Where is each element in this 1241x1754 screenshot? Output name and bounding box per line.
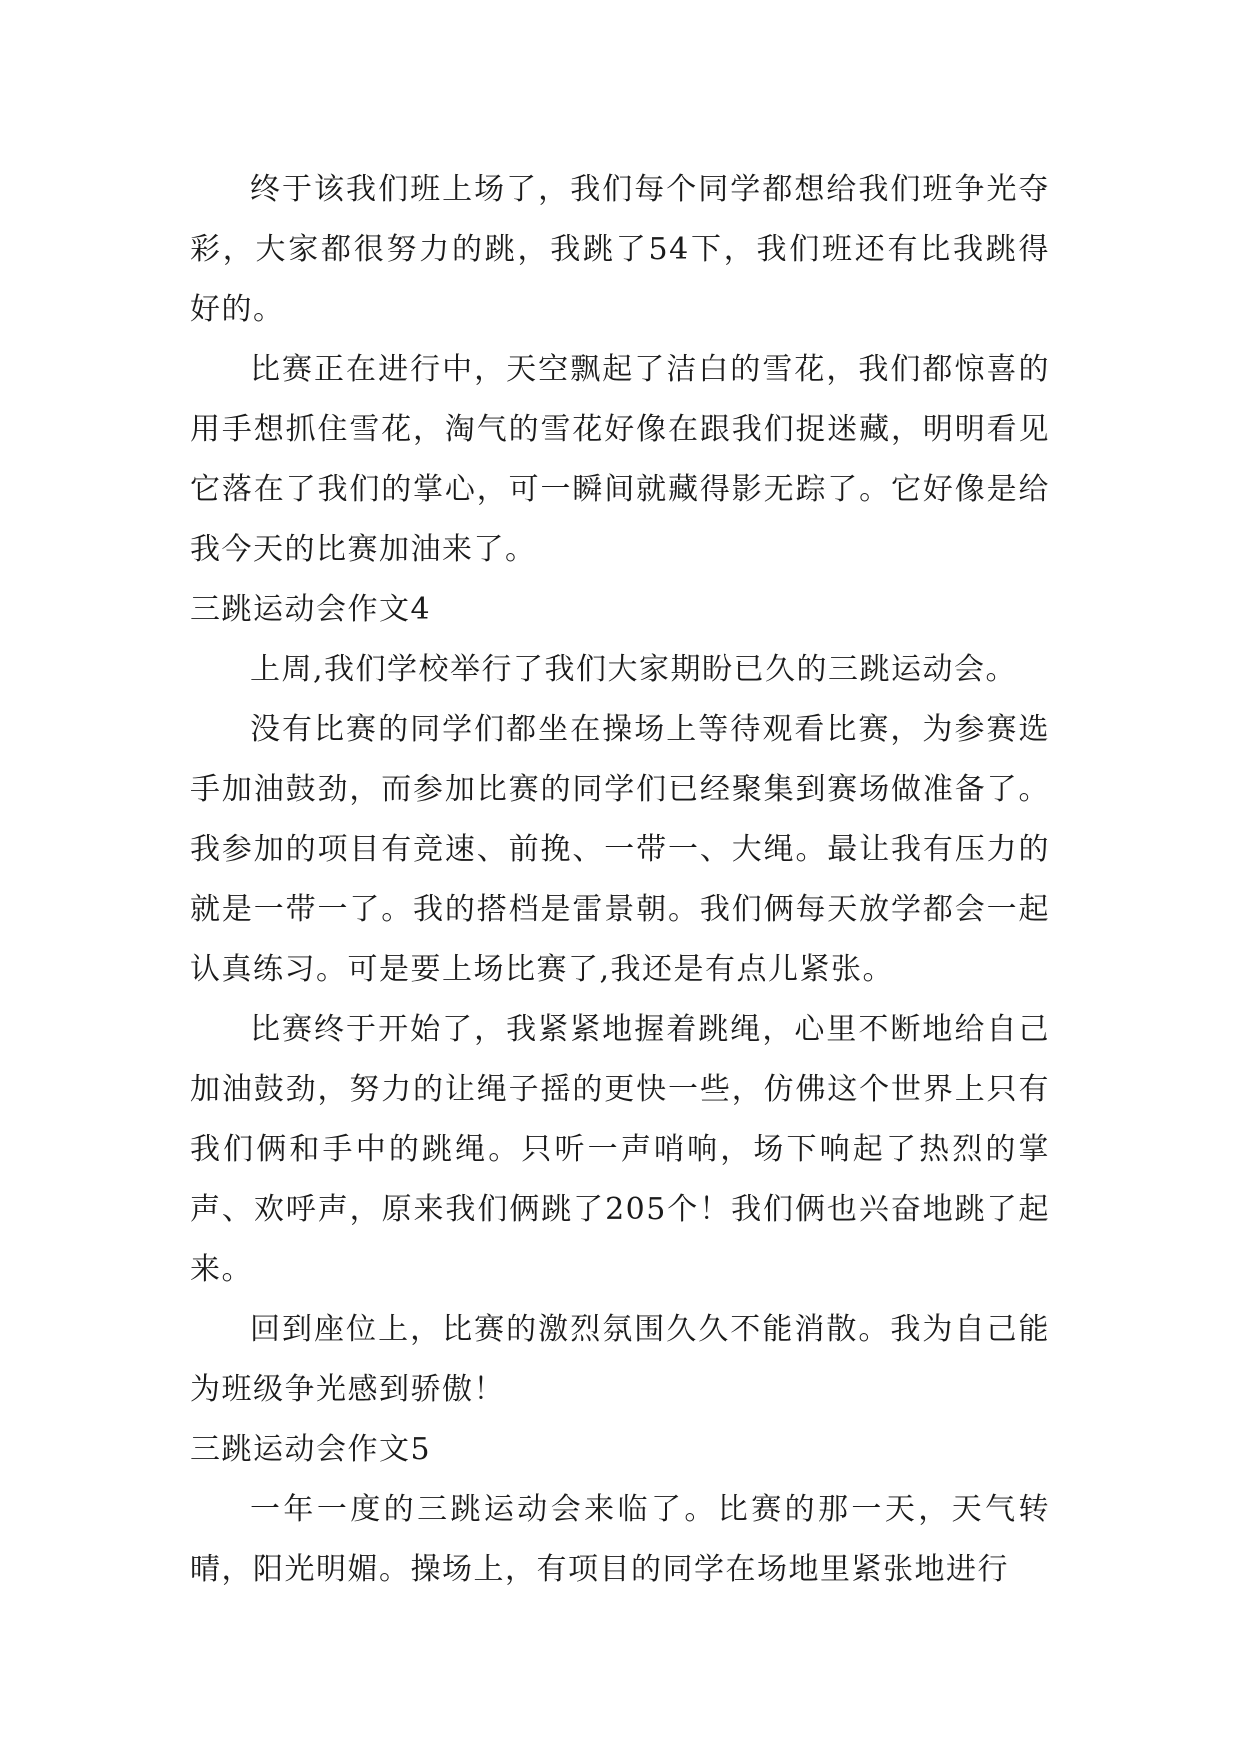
paragraph: 没有比赛的同学们都坐在操场上等待观看比赛，为参赛选手加油鼓劲，而参加比赛的同学们已经聚集到赛场做准备了。我参加的项目有竞速、前挽、一带一、大绳。最让我有压力的就是一带一了。我的搭档是雷景朝。我们俩每天放学都会一起认真练习。可是要上场比赛了,我还是有点儿紧张。 (190, 712, 1050, 987)
paragraph: 回到座位上，比赛的激烈氛围久久不能消散。我为自己能为班级争光感到骄傲！ (190, 1312, 1050, 1407)
paragraph: 终于该我们班上场了，我们每个同学都想给我们班争光夺彩，大家都很努力的跳，我跳了54下，我们班还有比我跳得好的。 (190, 172, 1050, 327)
paragraph: 比赛正在进行中，天空飘起了洁白的雪花，我们都惊喜的用手想抓住雪花，淘气的雪花好像在跟我们捉迷藏，明明看见它落在了我们的掌心，可一瞬间就藏得影无踪了。它好像是给我今天的比赛加油来了。 (190, 352, 1050, 567)
paragraph: 比赛终于开始了，我紧紧地握着跳绳，心里不断地给自己加油鼓劲，努力的让绳子摇的更快一些，仿佛这个世界上只有我们俩和手中的跳绳。只听一声哨响，场下响起了热烈的掌声、欢呼声，原来我们俩跳了205个！我们俩也兴奋地跳了起来。 (190, 1012, 1050, 1287)
document-body (190, 160, 1050, 1600)
paragraph: 一年一度的三跳运动会来临了。比赛的那一天，天气转晴，阳光明媚。操场上，有项目的同学在场地里紧张地进行 (190, 1492, 1050, 1587)
paragraph: 上周,我们学校举行了我们大家期盼已久的三跳运动会。 (250, 652, 1018, 687)
section-heading: 三跳运动会作文5 (190, 1432, 432, 1467)
section-heading: 三跳运动会作文4 (190, 592, 432, 627)
